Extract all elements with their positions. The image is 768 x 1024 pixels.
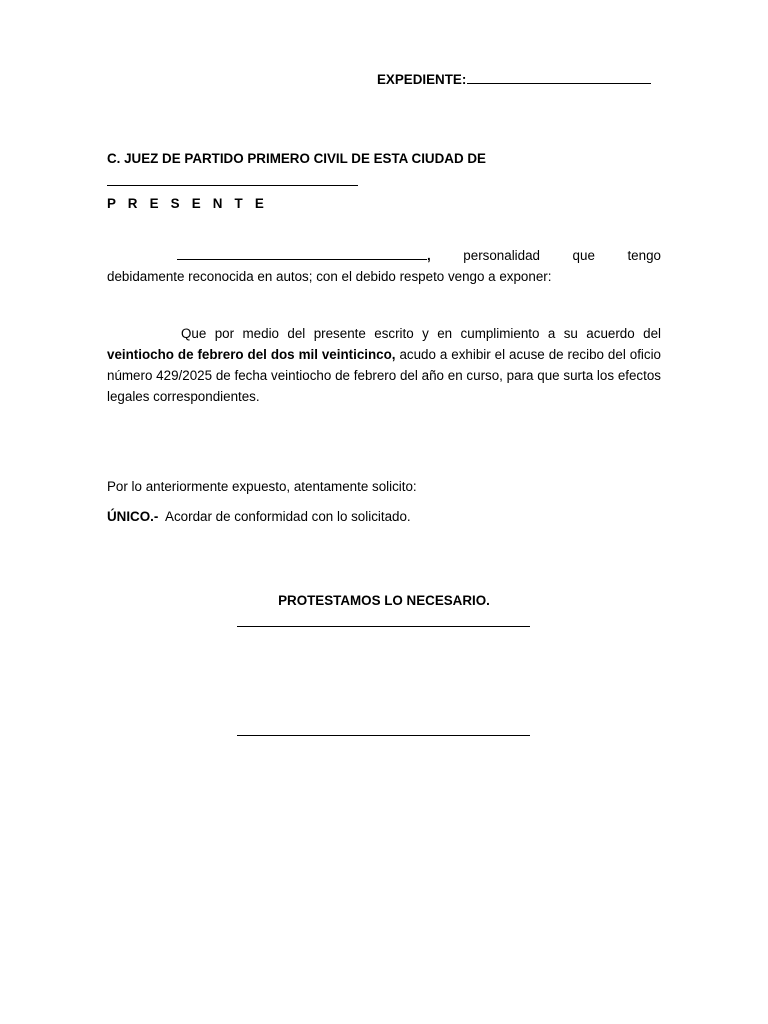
addressee-judge-title: C. JUEZ DE PARTIDO PRIMERO CIVIL DE ESTA CIUDAD DE xyxy=(107,151,486,166)
main-paragraph xyxy=(107,323,661,407)
signature-line-1 xyxy=(237,626,530,627)
expediente-blank-line xyxy=(467,70,651,84)
unico-paragraph xyxy=(107,506,661,527)
protest-closing: PROTESTAMOS LO NECESARIO. xyxy=(278,593,490,608)
intro-line-2: debidamente reconocida en autos; con el debido respeto vengo a exponer: xyxy=(107,269,552,284)
expediente-label: EXPEDIENTE: xyxy=(377,72,467,87)
city-blank-line xyxy=(107,185,358,186)
main-paragraph-rest: acudo a exhibir el acuse de recibo del oficio número 429/2025 de fecha veintiocho de febrero del año en curso, para que surta los efectos legales correspondientes. xyxy=(107,347,662,404)
intro-word-que: que xyxy=(572,248,595,263)
request-paragraph: Por lo anteriormente expuesto, atentamente solicito: xyxy=(107,479,417,494)
intro-word-personalidad: personalidad xyxy=(463,248,540,263)
main-paragraph-date: veintiocho de febrero del dos mil veinticinco, xyxy=(107,347,396,362)
main-paragraph-start: Que por medio del presente escrito y en cumplimiento a su acuerdo del xyxy=(181,326,661,341)
unico-text: Acordar de conformidad con lo solicitado. xyxy=(158,509,411,524)
presente-heading: P R E S E N T E xyxy=(107,196,268,211)
name-blank-line xyxy=(177,247,427,260)
intro-word-tengo: tengo xyxy=(627,248,661,263)
intro-comma: , xyxy=(427,248,431,263)
signature-line-2 xyxy=(237,735,530,736)
intro-paragraph xyxy=(107,245,661,287)
expediente-field xyxy=(377,70,651,87)
unico-label: ÚNICO.- xyxy=(107,509,159,524)
